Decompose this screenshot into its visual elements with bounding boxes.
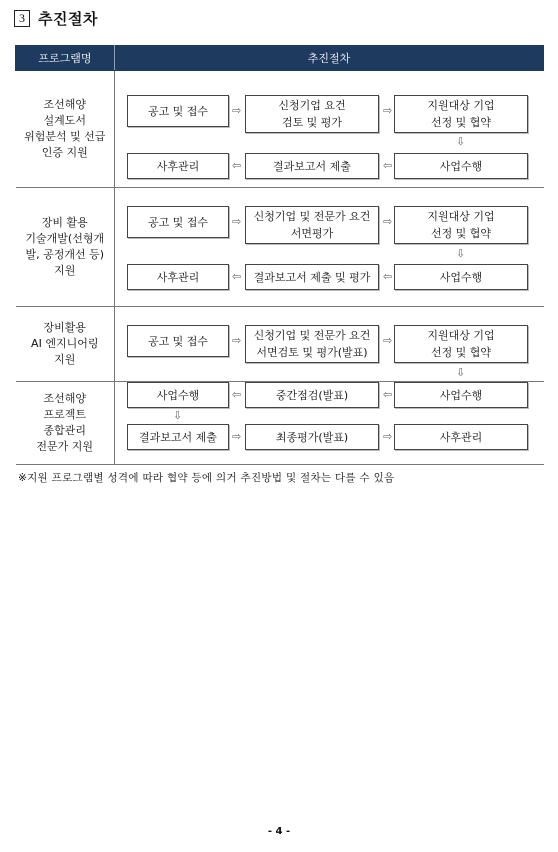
program-name-line: 지원 bbox=[54, 353, 76, 366]
step-box bbox=[394, 206, 528, 244]
flow-cell bbox=[115, 71, 544, 188]
program-name-line: 장비활용 bbox=[43, 321, 86, 334]
flow-cell bbox=[115, 382, 544, 465]
step-label: 중간점검(발표) bbox=[275, 388, 349, 402]
step-label: 사업수행 bbox=[156, 388, 200, 402]
step-box bbox=[127, 325, 229, 357]
program-name-cell bbox=[16, 382, 115, 465]
step-label: 신청기업 요건 bbox=[278, 99, 346, 112]
step-label: 공고 및 접수 bbox=[147, 334, 209, 348]
arrow-left-icon: ⇦ bbox=[232, 159, 242, 172]
header-program-name: 프로그램명 bbox=[16, 46, 115, 71]
arrow-down-icon: ⇩ bbox=[173, 409, 183, 422]
program-name-line: 지원 bbox=[54, 264, 76, 277]
step-box bbox=[245, 95, 379, 133]
step-label: 사후관리 bbox=[156, 270, 200, 284]
step-label: 결과보고서 제출 bbox=[273, 159, 351, 173]
program-name-cell bbox=[16, 188, 115, 307]
section-heading bbox=[14, 8, 98, 29]
step-box bbox=[394, 264, 528, 290]
step-label: 사업수행 bbox=[439, 159, 483, 173]
footnote: ※지원 프로그램별 성격에 따라 협약 등에 의거 추진방법 및 절차는 다를 수 있음 bbox=[18, 472, 395, 484]
arrow-right-icon: ⇨ bbox=[232, 334, 242, 347]
step-label: 서면검토 및 평가(발표) bbox=[256, 346, 368, 359]
step-label: 지원대상 기업 bbox=[427, 210, 495, 223]
program-name-line: 인증 지원 bbox=[41, 146, 88, 159]
arrow-right-icon: ⇨ bbox=[383, 430, 393, 443]
step-label: 사업수행 bbox=[439, 270, 483, 284]
step-box bbox=[127, 153, 229, 179]
step-box bbox=[245, 424, 379, 450]
section-title: 추진절차 bbox=[38, 10, 98, 28]
step-label: 공고 및 접수 bbox=[147, 215, 209, 229]
program-name-line: 장비 활용 bbox=[41, 216, 88, 229]
program-name-line: 발, 공정개선 등) bbox=[25, 248, 105, 261]
step-label: 최종평가(발표) bbox=[275, 430, 349, 444]
step-label: 검토 및 평가 bbox=[281, 116, 343, 129]
program-name-line: 전문가 지원 bbox=[36, 440, 94, 453]
page-number: - 4 - bbox=[267, 826, 291, 837]
step-box bbox=[245, 382, 379, 408]
program-name-line: 종합관리 bbox=[43, 424, 86, 437]
step-label: 공고 및 접수 bbox=[147, 104, 209, 118]
step-box bbox=[245, 153, 379, 179]
program-name-line: 설계도서 bbox=[43, 114, 86, 127]
step-label: 신청기업 및 전문가 요건 bbox=[253, 210, 371, 223]
program-name-line: 조선해양 bbox=[43, 98, 86, 111]
header-procedure: 추진절차 bbox=[115, 46, 544, 71]
program-name-line: AI 엔지니어링 bbox=[31, 337, 99, 350]
step-box bbox=[127, 424, 229, 450]
section-number-box: 3 bbox=[14, 10, 30, 27]
step-label: 결과보고서 제출 및 평가 bbox=[253, 270, 371, 284]
step-box bbox=[394, 382, 528, 408]
program-name-line: 위험분석 및 선급 bbox=[24, 130, 106, 143]
arrow-left-icon: ⇦ bbox=[383, 388, 393, 401]
arrow-left-icon: ⇦ bbox=[232, 270, 242, 283]
table-row bbox=[16, 307, 544, 382]
step-box bbox=[245, 325, 379, 363]
program-name-line: 조선해양 bbox=[43, 392, 86, 405]
arrow-left-icon: ⇦ bbox=[383, 159, 393, 172]
program-name-cell bbox=[16, 307, 115, 382]
step-label: 서면평가 bbox=[290, 227, 334, 240]
arrow-left-icon: ⇦ bbox=[383, 270, 393, 283]
step-label: 지원대상 기업 bbox=[427, 99, 495, 112]
arrow-right-icon: ⇨ bbox=[383, 215, 393, 228]
program-name-line: 프로젝트 bbox=[43, 408, 86, 421]
step-box bbox=[394, 95, 528, 133]
procedure-table bbox=[15, 45, 544, 465]
step-box bbox=[127, 382, 229, 408]
step-label: 결과보고서 제출 bbox=[139, 430, 217, 444]
step-label: 지원대상 기업 bbox=[427, 329, 495, 342]
step-box bbox=[245, 206, 379, 244]
flow-cell bbox=[115, 188, 544, 307]
step-box bbox=[394, 153, 528, 179]
arrow-right-icon: ⇨ bbox=[383, 334, 393, 347]
step-box bbox=[394, 424, 528, 450]
step-box bbox=[127, 264, 229, 290]
arrow-right-icon: ⇨ bbox=[232, 104, 242, 117]
program-name-cell bbox=[16, 71, 115, 188]
step-box bbox=[245, 264, 379, 290]
step-box bbox=[127, 206, 229, 238]
step-label: 선정 및 협약 bbox=[430, 116, 492, 129]
table-header-row bbox=[16, 46, 544, 71]
arrow-down-icon: ⇩ bbox=[456, 135, 466, 148]
step-label: 사업수행 bbox=[439, 388, 483, 402]
flow-cell bbox=[115, 307, 544, 382]
step-label: 선정 및 협약 bbox=[430, 346, 492, 359]
arrow-right-icon: ⇨ bbox=[383, 104, 393, 117]
step-box bbox=[394, 325, 528, 363]
table-row bbox=[16, 382, 544, 465]
table-row bbox=[16, 188, 544, 307]
arrow-right-icon: ⇨ bbox=[232, 430, 242, 443]
arrow-down-icon: ⇩ bbox=[456, 247, 466, 260]
step-label: 사후관리 bbox=[156, 159, 200, 173]
step-box bbox=[127, 95, 229, 127]
step-label: 사후관리 bbox=[439, 430, 483, 444]
table-row bbox=[16, 71, 544, 188]
step-label: 신청기업 및 전문가 요건 bbox=[253, 329, 371, 342]
arrow-down-icon: ⇩ bbox=[456, 366, 466, 379]
step-label: 선정 및 협약 bbox=[430, 227, 492, 240]
program-name-line: 기술개발(선형개 bbox=[25, 232, 105, 245]
arrow-right-icon: ⇨ bbox=[232, 215, 242, 228]
arrow-left-icon: ⇦ bbox=[232, 388, 242, 401]
